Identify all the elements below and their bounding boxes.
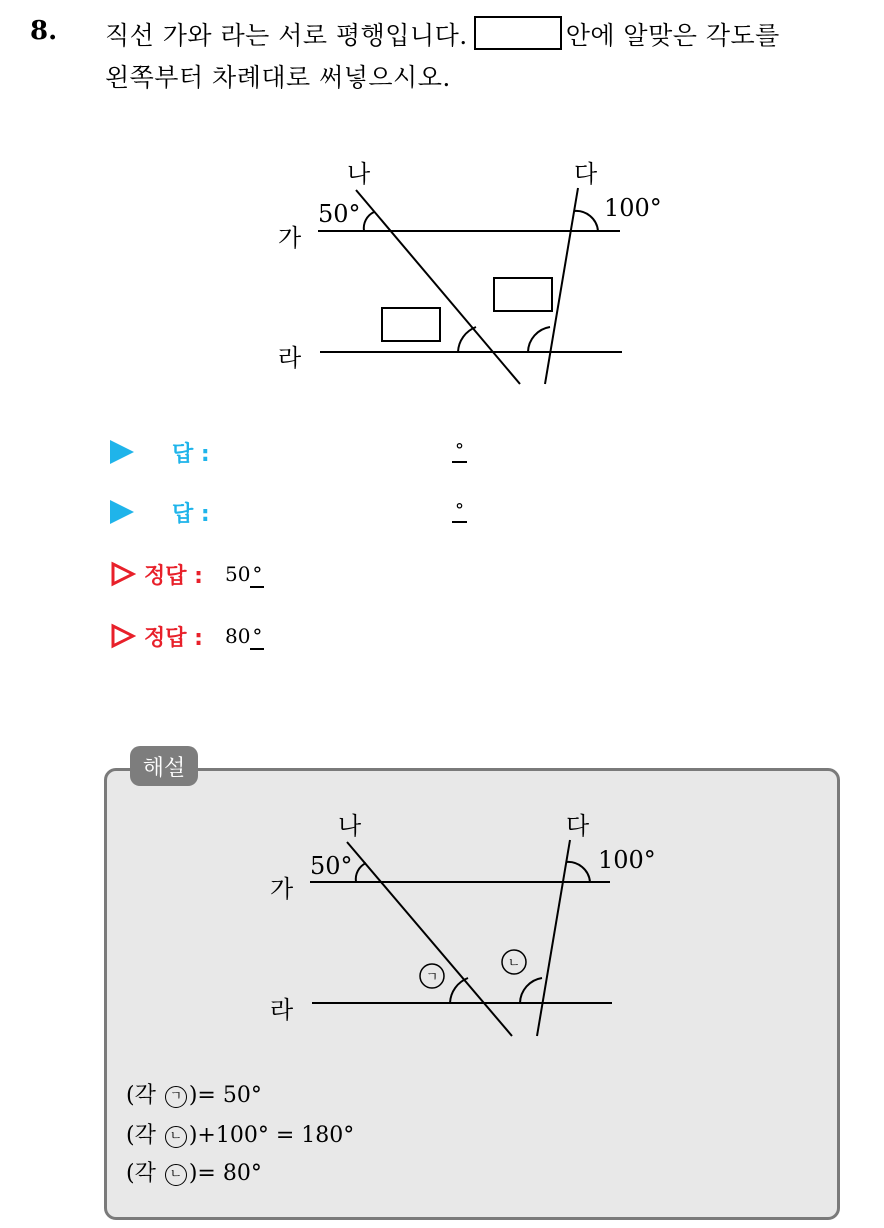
arc-100 [566,862,590,882]
equation-3: (각 ㄴ )= 80° [126,1161,262,1186]
label-na: 나 [338,812,362,840]
question-text-line2: 왼쪽부터 차례대로 써넣으시오. [105,63,451,92]
angle-label-50: 50° [310,852,353,880]
answer-label: 답 : [172,441,210,467]
question-text-part2: 안에 알맞은 각도를 [565,21,780,50]
label-ra: 라 [270,996,294,1024]
arc-50 [356,863,366,882]
circled-mark-icon: ㄴ [165,1164,187,1186]
line-da [537,840,570,1036]
solution-value: 50 ° [224,562,263,586]
label-na: 나 [347,160,371,188]
mark-label-2: ㄴ [507,956,521,971]
arc-right-bottom [520,978,542,1003]
label-ga: 가 [270,875,294,903]
line-na [347,842,512,1036]
label-ra: 라 [278,344,302,372]
answer-label: 답 : [172,501,210,527]
circled-mark-icon: ㄴ [165,1126,187,1148]
angle-label-100: 100° [604,194,662,222]
label-da: 다 [574,160,598,188]
angle-label-50: 50° [318,200,361,228]
answer-unit-1[interactable]: ° [452,440,467,463]
solution-label: 정답 : [144,563,203,589]
equation-1: (각 ㄱ )= 50° [126,1083,262,1108]
mark-label-1: ㄱ [425,970,439,985]
question-text-part1: 직선 가와 라는 서로 평행입니다. [105,21,468,50]
label-da: 다 [566,812,590,840]
explanation-tab: 해설 [130,746,198,786]
label-ga: 가 [278,224,302,252]
answer-unit-2[interactable]: ° [452,500,467,523]
question-number: 8. [30,16,58,46]
circled-mark-icon: ㄱ [165,1086,187,1108]
solution-value: 80 ° [224,624,263,648]
angle-label-100: 100° [598,846,656,874]
equation-2: (각 ㄴ )+100° = 180° [126,1123,355,1148]
solution-label: 정답 : [144,625,203,651]
